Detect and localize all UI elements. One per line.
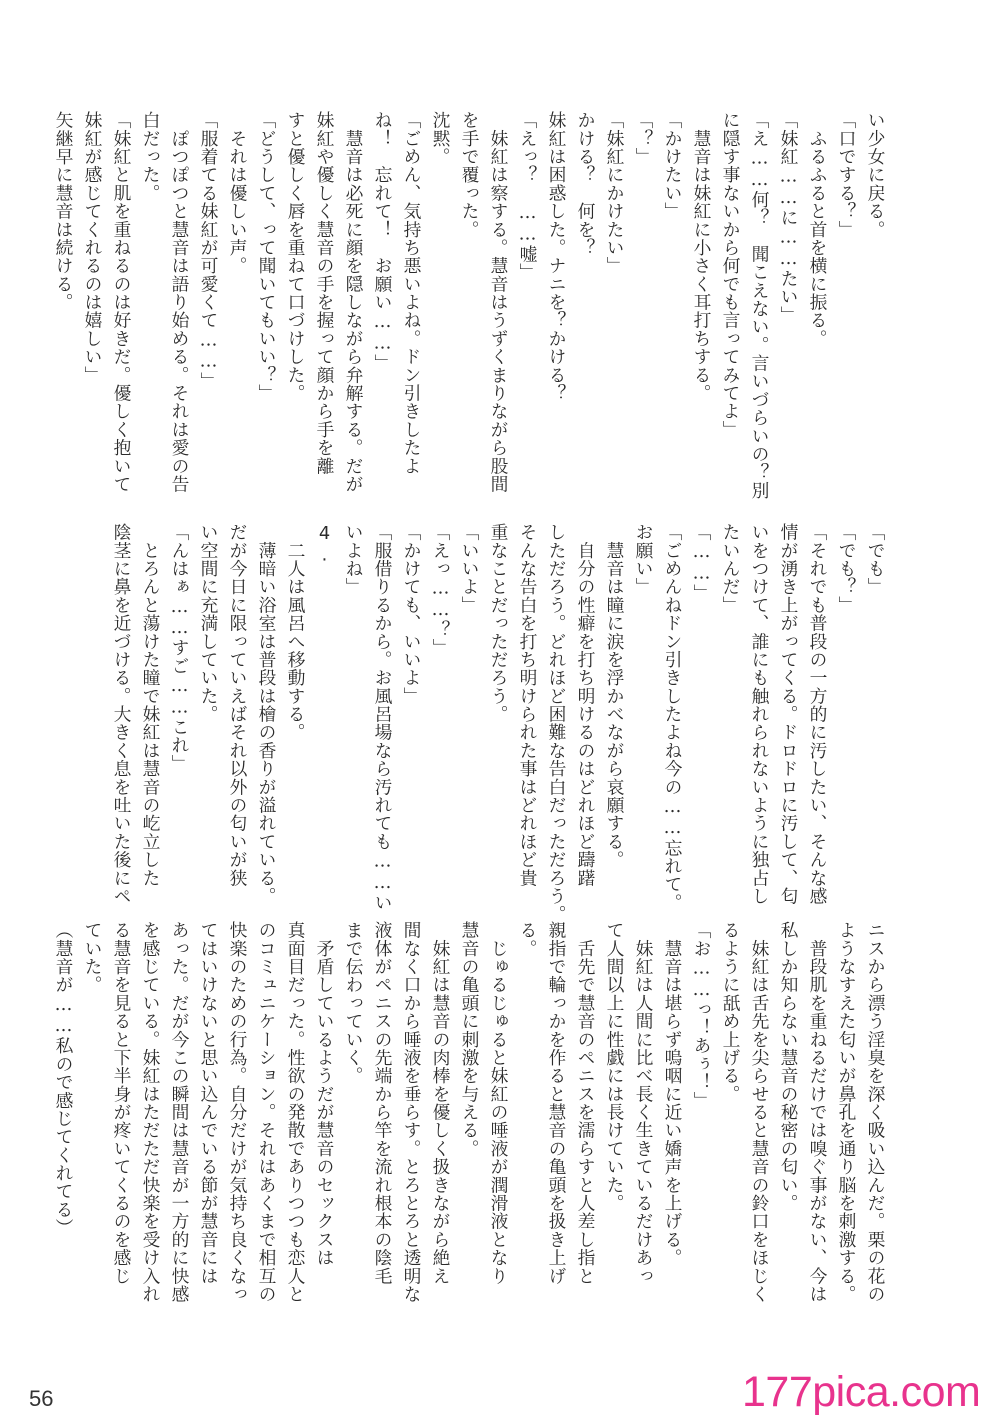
text-line: 真面目だった。性欲の発散でありつつも恋人と: [285, 921, 306, 1303]
text-line: だが今日に限っていえばそれ以外の匂いが狭: [227, 523, 248, 887]
text-line: いよね」: [343, 523, 364, 596]
text-line: 快楽のための行為。自分だけが気持ち良くなっ: [227, 921, 248, 1303]
text-line: てはいけないと思い込んでいる節が慧音には: [198, 921, 219, 1285]
text-line: 間なく口から唾液を垂らす。とろとろと透明な: [401, 921, 422, 1303]
text-line: 「ごめん、気持ち悪いよね。ドン引きしたよ: [401, 111, 422, 475]
text-line: 私しか知らない慧音の秘密の匂い。: [778, 921, 799, 1213]
text-line: 妹紅や優しく慧音の手を握って顔から手を離: [314, 111, 335, 475]
page-number: 56: [29, 1386, 54, 1411]
text-line: 妹紅は舌先を尖らせると慧音の鈴口をほじく: [749, 921, 770, 1303]
text-line: 「かけたい」: [662, 111, 683, 221]
text-line: い少女に戻る。: [865, 111, 886, 239]
text-line: 「でも？」: [836, 523, 857, 614]
text-line: ふるふると首を横に振る。: [807, 111, 828, 348]
text-line: るように舐め上げる。: [720, 921, 741, 1103]
text-line: 「それでも普段の一方的に汚したい、そんな感: [807, 523, 828, 905]
text-line: 白だった。: [140, 111, 161, 202]
text-line: て人間以上に性戯には長けていた。: [604, 921, 625, 1213]
text-line: 「かけても、いいよ」: [401, 523, 422, 705]
text-line: 「妹紅にかけたい」: [604, 111, 625, 275]
text-line: そんな告白を打ち明けられた事はどれほど貴: [517, 523, 538, 887]
text-line: 「いいよ」: [459, 523, 480, 614]
text-line: お願い」: [633, 523, 654, 596]
text-line: すと優しく唇を重ねて口づけした。: [285, 111, 306, 403]
text-block-middle: [108, 523, 890, 924]
text-line: 「……」: [691, 523, 712, 603]
text-line: 「でも」: [865, 523, 886, 596]
text-line: たいんだ」: [720, 523, 741, 614]
text-line: 「えっ？ ……嘘」: [517, 111, 538, 282]
section-number: 4.: [314, 523, 335, 566]
text-line: 「お……っ！あぅ！」: [691, 921, 712, 1110]
text-line: を感じている。妹紅はただただ快楽を受け入れ: [140, 921, 161, 1303]
text-line: 妹紅は困惑した。ナニを？かける？: [546, 111, 567, 403]
text-line: それは優しい声。: [227, 111, 248, 275]
text-line: を手で覆った。: [459, 111, 480, 239]
text-line: ニスから漂う淫臭を深く吸い込んだ。栗の花の: [865, 921, 886, 1303]
text-line: 慧音は必死に顔を隠しながら弁解する。だが: [343, 111, 364, 493]
text-line: る慧音を見ると下半身が疼いてくるのを感じ: [111, 921, 132, 1285]
text-line: 矛盾しているようだが慧音のセックスは: [314, 921, 335, 1267]
text-line: 自分の性癖を打ち明けるのはどれほど躊躇: [575, 523, 596, 887]
text-line: 親指で輪っかを作ると慧音の亀頭を扱き上げ: [546, 921, 567, 1285]
text-line: 二人は風呂へ移動する。: [285, 523, 306, 742]
text-line: 慧音は瞳に涙を浮かべながら哀願する。: [604, 523, 625, 869]
text-line: 「んはぁ……すご……これ」: [169, 523, 190, 773]
text-line: かける？ 何を？: [575, 111, 596, 257]
text-line: に隠す事ないから何でも言ってみてよ」: [720, 111, 741, 439]
text-block-bottom: [53, 921, 890, 1303]
text-line: じゅるじゅると妹紅の唾液が潤滑液となり: [488, 921, 509, 1285]
text-line: 妹紅は人間に比べ長く生きているだけあっ: [633, 921, 654, 1285]
text-line: しただろう。どれほど困難な告白だっただろう。: [546, 523, 567, 924]
text-line: 「服借りるから。お風呂場なら汚れても……い: [372, 523, 393, 912]
text-line: 「服着てる妹紅が可愛くて……」: [198, 111, 219, 391]
text-line: 慧音の亀頭に刺激を与える。: [459, 921, 480, 1158]
text-line: 慧音は妹紅に小さく耳打ちする。: [691, 111, 712, 403]
text-line: 「妹紅と肌を重ねるのは好きだ。優しく抱いて: [111, 111, 132, 493]
text-line: 妹紅が感じてくれるのは嬉しい」: [82, 111, 103, 384]
text-line: まで伝わっていく。: [343, 921, 364, 1085]
text-line: 矢継早に慧音は続ける。: [53, 111, 74, 312]
text-line: 情が湧き上がってくる。ドロドロに汚して、匂: [778, 523, 799, 905]
text-line: 妹紅は慧音の肉棒を優しく扱きながら絶え: [430, 921, 451, 1285]
text-line: 「？」: [633, 111, 654, 166]
text-line: ね！ 忘れて！ お願い……」: [372, 111, 393, 373]
site-watermark: 177pica.com: [742, 1368, 981, 1416]
text-line: 重なことだっただろう。: [488, 523, 509, 724]
text-line: のコミュニケーション。それはあくまで相互の: [256, 921, 277, 1303]
text-line: 「口でする？」: [836, 111, 857, 239]
text-line: あった。だが今この瞬間は慧音が一方的に快感: [169, 921, 190, 1303]
text-line: 慧音は堪らず嗚咽に近い嬌声を上げる。: [662, 921, 683, 1267]
text-line: 「妹紅……に……たい」: [778, 111, 799, 324]
text-line: 沈黙。: [430, 111, 451, 166]
text-line: 薄暗い浴室は普段は檜の香りが溢れている。: [256, 523, 277, 905]
text-line: （慧音が……私ので感じてくれてる）: [53, 921, 74, 1237]
text-line: とろんと蕩けた瞳で妹紅は慧音の屹立した: [140, 523, 161, 887]
text-line: い空間に充満していた。: [198, 523, 219, 724]
text-line: 妹紅は察する。慧音はうずくまりながら股間: [488, 111, 509, 493]
text-line: 「えっ……？」: [430, 523, 451, 657]
text-line: 陰茎に鼻を近づける。大きく息を吐いた後にペ: [111, 523, 132, 905]
text-line: ようなすえた匂いが鼻孔を通り脳を刺激する。: [836, 921, 857, 1303]
text-line: ぽつぽつと慧音は語り始める。それは愛の告: [169, 111, 190, 493]
text-block-top: [53, 111, 890, 509]
text-line: る。: [517, 921, 538, 958]
text-line: いをつけて、誰にも触れられないように独占し: [749, 523, 770, 905]
text-line: 舌先で慧音のペニスを濡らすと人差し指と: [575, 921, 596, 1285]
text-line: 液体がペニスの先端から竿を流れ根本の陰毛: [372, 921, 393, 1285]
text-line: 「ごめんねドン引きしたよね今の……忘れて。: [662, 523, 683, 912]
text-line: 「どうして、って聞いてもいい？」: [256, 111, 277, 403]
text-line: ていた。: [82, 921, 103, 994]
text-line: 普段肌を重ねるだけでは嗅ぐ事がない、今は: [807, 921, 828, 1303]
text-line: 「え……何？ 聞こえない。言いづらいの？別: [749, 111, 770, 500]
